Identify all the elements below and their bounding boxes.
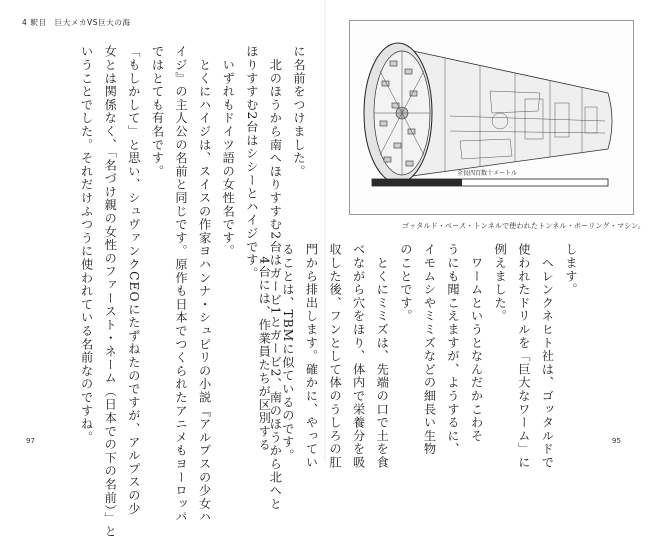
figure-caption: ゴッタルド・ベース・トンネルで使われたトンネル・ボーリング・マシン。 xyxy=(402,222,646,230)
text-line: イジ』の主人公の名前と同じです。原作も日本でつくられたアニメもヨーロッパ xyxy=(174,45,189,524)
text-line: 収した後、フンとして体のうしろの肛 xyxy=(328,243,343,470)
text-line: します。 xyxy=(564,243,578,297)
text-line: ではとても有名です。 xyxy=(150,45,165,178)
page-number-left: 97 xyxy=(26,437,35,445)
text-line: うにも聞こえますが、ようするに、 xyxy=(446,243,461,456)
text-line: とくにミミズは、先端の口で土を食 xyxy=(375,243,390,470)
text-line: 使われたドリルを「巨大なワーム」に xyxy=(516,243,531,470)
text-line: いうことでした。それだけふつうに使われている名前なのですね。 xyxy=(79,45,94,444)
text-line: とくにハイジは、スイスの作家ヨハンナ・シュピリの小説『アルプスの少女ハ xyxy=(197,45,212,524)
text-line: ることは、TBMに似ているのです。 xyxy=(280,243,295,463)
text-line: ヘレンクネヒト社は、ゴッタルドで xyxy=(540,243,555,470)
text-line: いずれもドイツ語の女性名です。 xyxy=(221,45,236,258)
text-line: に名前をつけました。 xyxy=(292,45,306,178)
text-line: のことです。 xyxy=(398,243,413,323)
text-line: べながら穴をほり、体内で栄養分を吸 xyxy=(351,243,366,470)
text-line: 門から排出します。確かに、やってい xyxy=(304,243,319,470)
text-line: 例えました。 xyxy=(493,243,508,323)
running-head: 4 駅目 巨大メカVS巨大の海 xyxy=(22,18,131,27)
page-number-right: 95 xyxy=(612,437,621,445)
scale-label: 全長四百数十メートル xyxy=(457,170,518,177)
tunnel-boring-machine-drawing xyxy=(350,21,633,214)
tbm-illustration xyxy=(349,20,634,215)
text-line: 4台には、作業員たちが区別する xyxy=(257,243,272,452)
text-line: 北のほうから南へほりすすむ2台はガービ1とガービ2、南のほうから北へと xyxy=(268,45,283,511)
text-line: 「もしかして」と思い、シュヴァンクCEOにたずねたのですが、アルプスの少 xyxy=(126,45,141,516)
text-line: ワームというとなんだかこわそ xyxy=(469,243,484,443)
text-line: 女とは関係なく、「名づけ親の女性のファースト・ネーム（日本での下の名前）」と xyxy=(103,45,118,538)
text-line: ほりすすむ2台はシシーとハイジです。 xyxy=(244,45,259,280)
right-page-body xyxy=(257,243,582,470)
text-line: イモムシやミミズなどの細長い生物 xyxy=(422,243,437,456)
